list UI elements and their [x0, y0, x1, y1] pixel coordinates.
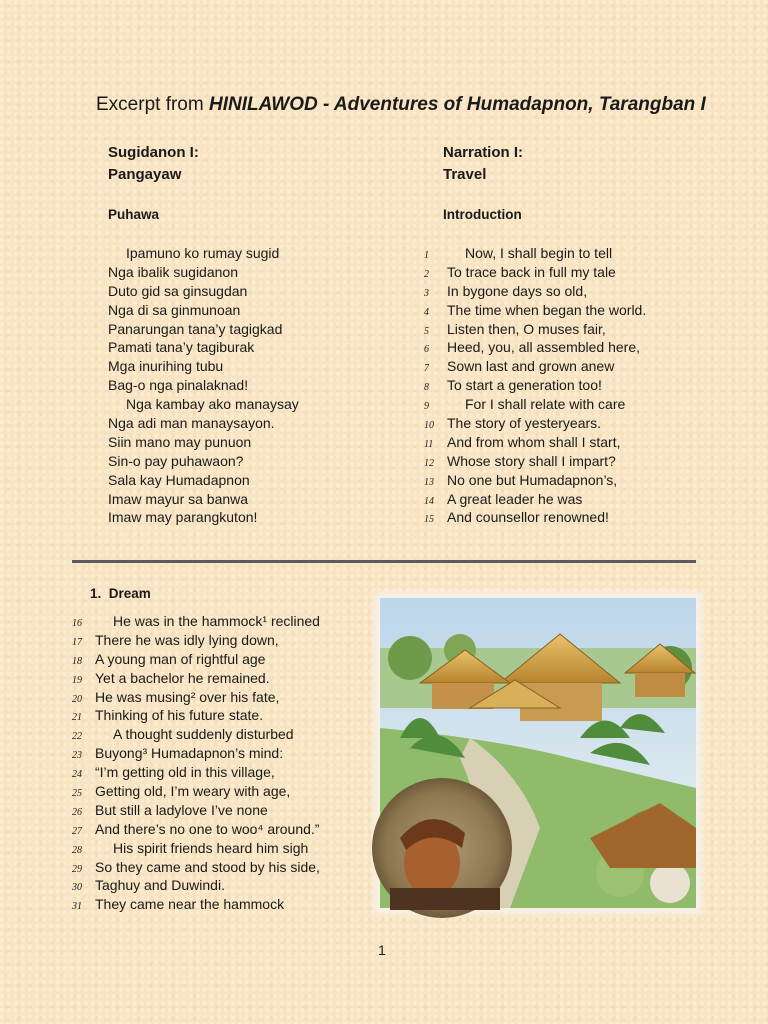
line-number: 28	[72, 844, 82, 856]
poem-line-text: “I’m getting old in this village,	[95, 764, 275, 781]
line-number: 31	[72, 901, 82, 913]
right-heading-line-1: Narration I:	[443, 144, 524, 161]
poem-line-text: A thought suddenly disturbed	[113, 726, 294, 743]
poem-line	[72, 688, 320, 707]
section-heading	[90, 586, 151, 601]
line-number: 15	[424, 514, 434, 526]
line-number: 27	[72, 825, 82, 837]
right-poem	[424, 244, 647, 527]
poem-line	[424, 282, 646, 301]
poem-line	[72, 858, 320, 877]
poem-line	[424, 508, 646, 527]
poem-line	[424, 357, 646, 376]
poem-line	[72, 725, 320, 744]
left-heading	[108, 142, 199, 186]
poem-line-text: Thinking of his future state.	[95, 707, 264, 724]
line-number: 20	[72, 693, 82, 705]
line-number: 1	[424, 250, 429, 261]
line-number: 21	[72, 712, 82, 724]
poem-line-text: The time when began the world.	[447, 301, 647, 318]
poem-line-text: To start a generation too!	[447, 377, 602, 394]
line-number: 26	[72, 806, 82, 818]
poem-line	[72, 895, 320, 914]
poem-line	[108, 357, 299, 376]
poem-line-text: Pamati tana’y tagiburak	[108, 339, 255, 356]
poem-line-text: Getting old, I’m weary with age,	[95, 783, 291, 800]
poem-line	[424, 452, 646, 471]
poem-line-text: Nga ibalik sugidanon	[108, 263, 238, 280]
poem-line	[108, 263, 299, 282]
poem-line	[108, 320, 299, 339]
poem-line	[424, 320, 646, 339]
poem-line-text: They came near the hammock	[95, 896, 285, 913]
right-heading	[443, 142, 523, 186]
section-number: 1.	[90, 586, 102, 601]
poem-line	[108, 244, 299, 263]
left-heading-line-1: Sugidanon I:	[108, 144, 199, 161]
poem-line	[424, 301, 647, 320]
poem-line	[72, 820, 320, 839]
page-number: 1	[378, 942, 386, 958]
poem-line-text: Sin-o pay puhawaon?	[108, 452, 244, 469]
poem-line	[108, 433, 299, 452]
village-illustration	[370, 588, 706, 918]
poem-line	[72, 839, 320, 858]
line-number: 29	[72, 863, 82, 875]
line-number: 17	[72, 636, 82, 648]
poem-line	[72, 669, 320, 688]
poem-line	[424, 376, 646, 395]
line-number: 4	[424, 306, 429, 318]
poem-line	[108, 508, 299, 527]
poem-line-text: Ipamuno ko rumay sugid	[126, 245, 280, 261]
poem-line-text: He was musing² over his fate,	[95, 688, 280, 705]
poem-line-text: Sown last and grown anew	[447, 358, 615, 375]
section-title: Dream	[108, 586, 151, 601]
poem-line	[424, 471, 646, 490]
poem-line	[108, 338, 299, 357]
left-poem	[108, 244, 299, 527]
poem-line-text: A young man of rightful age	[95, 650, 266, 667]
poem-line-text: In bygone days so old,	[447, 282, 588, 299]
poem-line	[108, 490, 299, 509]
line-number: 8	[424, 382, 429, 394]
poem-line	[108, 301, 299, 320]
poem-line	[424, 338, 646, 357]
line-number: 5	[424, 325, 429, 337]
line-number: 9	[424, 401, 429, 413]
poem-line-text: The story of yesteryears.	[447, 415, 602, 432]
line-number: 24	[72, 769, 82, 781]
poem-line-text: Whose story shall I impart?	[447, 452, 616, 469]
poem-line	[424, 490, 646, 509]
page-title	[96, 94, 736, 116]
line-number: 13	[424, 476, 434, 488]
poem-line-text: And from whom shall I start,	[447, 433, 621, 450]
poem-line-text: Imaw may parangkuton!	[108, 509, 258, 526]
line-number: 10	[424, 420, 434, 432]
poem-line-text: Nga kambay ako manaysay	[126, 396, 299, 413]
dream-poem	[72, 612, 320, 914]
line-number: 30	[72, 882, 82, 894]
poem-line-text: Listen then, O muses fair,	[447, 320, 606, 337]
poem-line	[72, 631, 320, 650]
poem-line-text: No one but Humadapnon’s,	[447, 471, 618, 488]
poem-line	[108, 282, 299, 301]
line-number: 14	[424, 495, 434, 507]
poem-line-text: Nga di sa ginmunoan	[108, 301, 241, 318]
poem-line-text: But still a ladylove I’ve none	[95, 801, 268, 818]
line-number: 11	[424, 438, 434, 450]
line-number: 25	[72, 788, 82, 800]
poem-line	[424, 263, 646, 282]
poem-line-text: Bag-o nga pinalaknad!	[108, 377, 249, 394]
poem-line	[108, 414, 299, 433]
poem-line-text: Now, I shall begin to tell	[465, 245, 613, 261]
poem-line-text: So they came and stood by his side,	[95, 858, 320, 875]
poem-line-text: Yet a bachelor he remained.	[95, 669, 270, 686]
poem-line	[72, 801, 320, 820]
poem-line-text: Siin mano may punuon	[108, 433, 252, 450]
poem-line	[424, 244, 646, 263]
poem-line	[72, 612, 320, 631]
poem-line	[72, 706, 320, 725]
line-number: 7	[424, 363, 429, 375]
poem-line-text: To trace back in full my tale	[447, 263, 616, 280]
poem-line	[72, 876, 320, 895]
line-number: 16	[72, 618, 82, 629]
poem-line	[72, 744, 320, 763]
line-number: 19	[72, 674, 82, 686]
left-heading-line-2: Pangayaw	[108, 166, 182, 183]
right-subheading: Introduction	[443, 207, 522, 222]
poem-line	[424, 414, 646, 433]
poem-line	[424, 433, 646, 452]
poem-line-text: And counsellor renowned!	[447, 509, 609, 526]
poem-line-text: Duto gid sa ginsugdan	[108, 282, 248, 299]
poem-line-text: Nga adi man manaysayon.	[108, 415, 275, 432]
line-number: 2	[424, 268, 429, 280]
line-number: 22	[72, 731, 82, 743]
poem-line	[108, 395, 299, 414]
left-subheading: Puhawa	[108, 207, 160, 222]
poem-line	[72, 763, 320, 782]
poem-line-text: Imaw mayur sa banwa	[108, 490, 249, 507]
poem-line	[108, 376, 299, 395]
section-divider	[72, 560, 696, 563]
poem-line-text: Taghuy and Duwindi.	[95, 877, 225, 894]
poem-line-text: And there’s no one to woo⁴ around.”	[95, 820, 320, 837]
poem-line-text: Sala kay Humadapnon	[108, 471, 250, 488]
line-number: 3	[424, 287, 429, 299]
poem-line-text: A great leader he was	[447, 490, 583, 507]
title-prefix: Excerpt from	[96, 94, 209, 115]
poem-line-text: For I shall relate with care	[465, 396, 626, 413]
poem-line	[108, 471, 299, 490]
poem-line-text: Panarungan tana’y tagigkad	[108, 320, 283, 337]
poem-line-text: Buyong³ Humadapnon’s mind:	[95, 745, 284, 762]
line-number: 6	[424, 344, 429, 356]
poem-line-text: Heed, you, all assembled here,	[447, 339, 640, 356]
poem-line	[424, 395, 646, 414]
poem-line-text: Mga inurihing tubu	[108, 358, 224, 375]
line-number: 18	[72, 655, 82, 667]
poem-line	[108, 452, 299, 471]
title-emphasis: HINILAWOD - Adventures of Humadapnon, Tarangban I	[208, 94, 706, 115]
poem-line	[72, 782, 320, 801]
right-heading-line-2: Travel	[443, 166, 487, 183]
line-number: 23	[72, 750, 82, 762]
poem-line-text: There he was idly lying down,	[95, 631, 279, 648]
poem-line	[72, 650, 320, 669]
poem-line-text: His spirit friends heard him sigh	[113, 839, 309, 856]
line-number: 12	[424, 457, 434, 469]
poem-line-text: He was in the hammock¹ reclined	[113, 613, 320, 629]
